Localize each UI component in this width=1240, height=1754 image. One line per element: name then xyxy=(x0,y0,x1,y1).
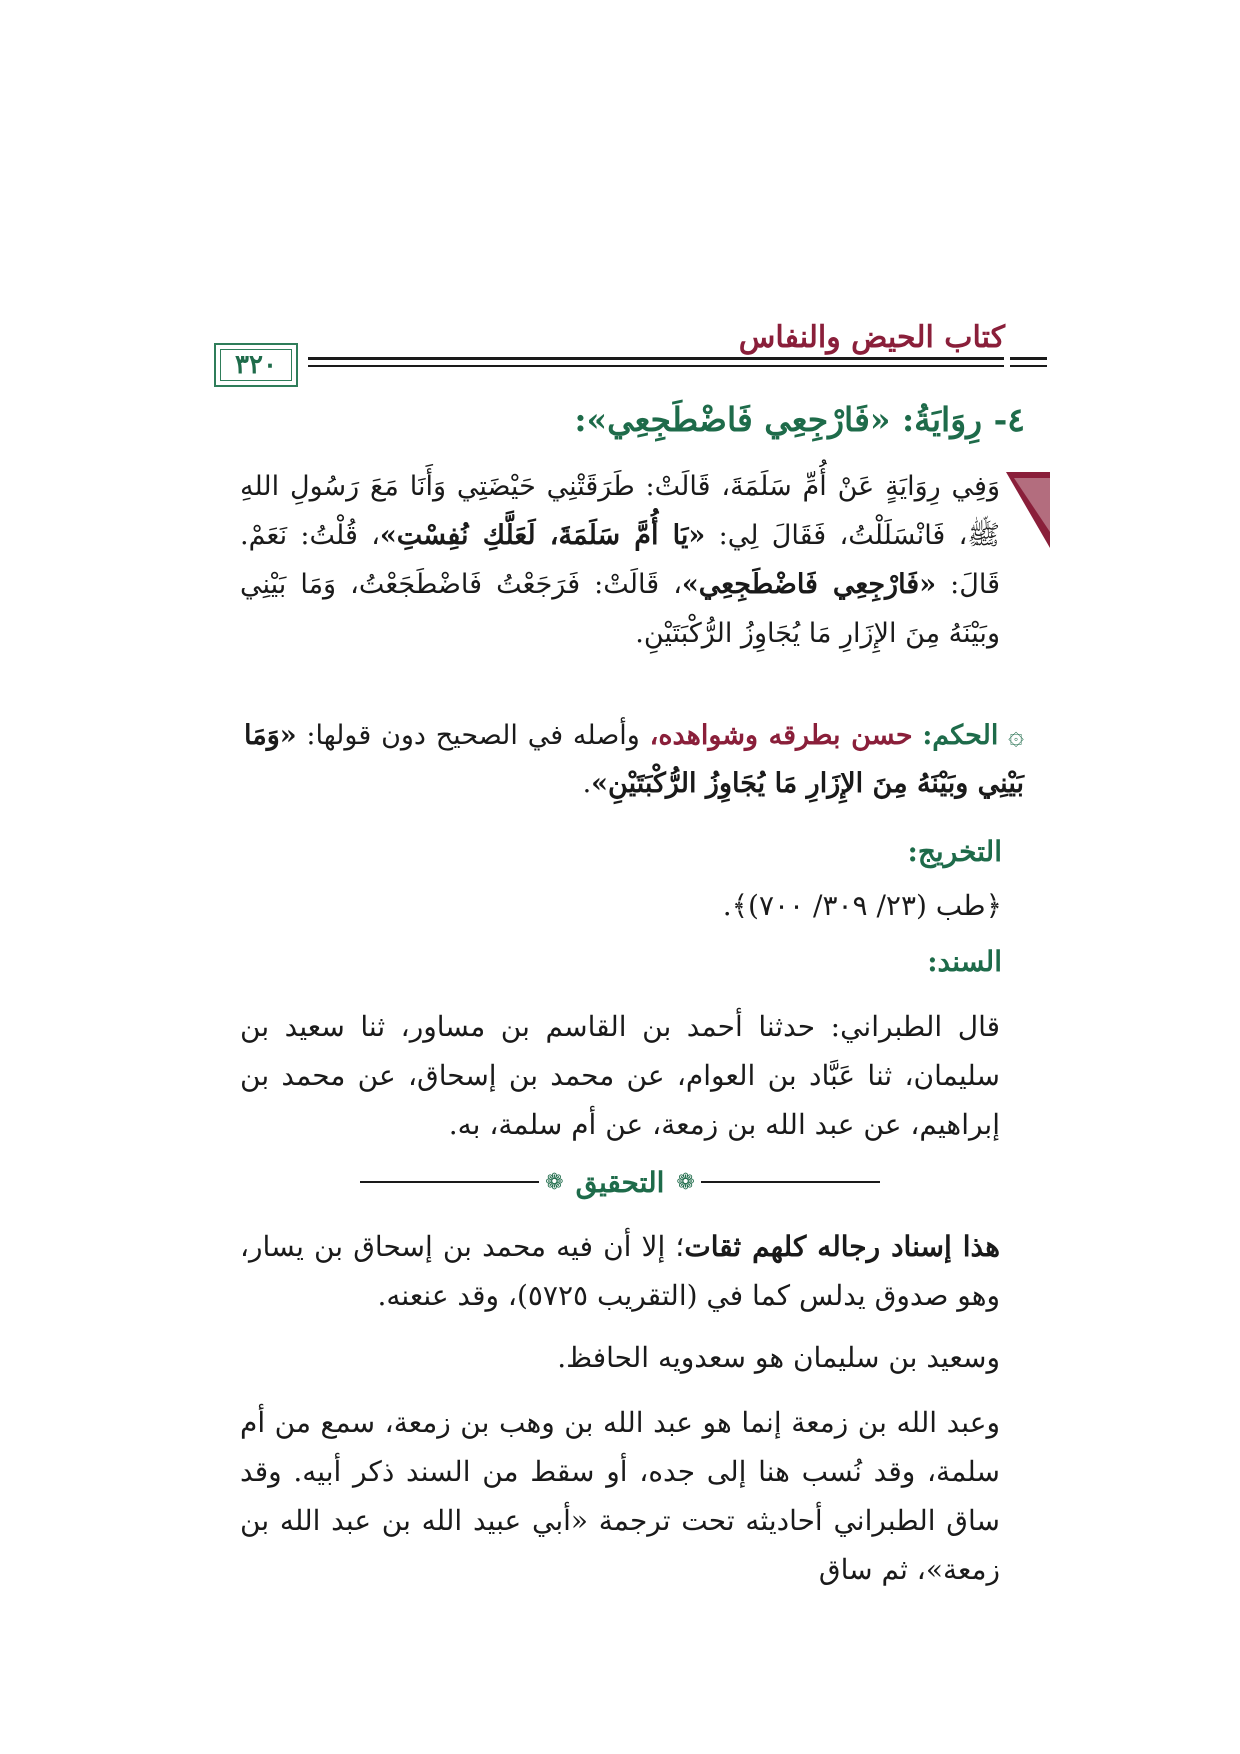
page-number: ٣٢٠ xyxy=(235,350,277,380)
ruling-quote: «وَمَا بَيْنِي وبَيْنَهُ مِنَ الإِزَارِ مَا يُجَاوِزُ الرُّكْبَتَيْنِ» xyxy=(244,720,1024,799)
hadith-quote-1: «يَا أُمَّ سَلَمَةَ، لَعَلَّكِ نُفِسْتِ» xyxy=(379,520,706,551)
ruling-text: وأصله في الصحيح دون قولها: xyxy=(296,720,650,751)
header-rule-top xyxy=(308,357,1004,360)
hadith-part-1: وَفِي رِوَايَةٍ عَنْ أُمِّ سَلَمَةَ، قَالَتْ: طَرَقَتْنِي حَيْضَتِي وَأَنَا مَعَ رَسُولِ اللهِ ﷺ، فَانْسَلَلْتُ، فَقَالَ لِي: xyxy=(240,471,1000,551)
ruling-label: الحكم: xyxy=(922,720,999,751)
tahqiq-paragraph-1 xyxy=(240,1222,1000,1320)
ruling-value: حسن بطرقه وشواهده، xyxy=(649,720,913,751)
header-rule-short-bottom xyxy=(1010,365,1047,367)
ruling-ornament-icon: ۞ xyxy=(1008,720,1024,751)
takhrij-heading: التخريج: xyxy=(907,835,1002,868)
hadith-part-2: ، قُلْتُ: نَعَمْ. قَالَ: xyxy=(240,520,1000,600)
hadith-text xyxy=(240,462,1000,658)
takhrij-reference: ﴿طب (٢٣/ ٣٠٩/ ٧٠٠)﴾. xyxy=(722,889,1002,922)
divider-ornament-icon: ❁ xyxy=(545,1169,564,1195)
running-title: كتاب الحيض والنفاس xyxy=(738,320,1005,355)
page-number-badge xyxy=(214,343,298,387)
divider-line-left xyxy=(360,1181,539,1183)
hadith-quote-2: «فَارْجِعِي فَاضْطَجِعِي» xyxy=(681,569,937,600)
ruling-end: . xyxy=(582,768,592,799)
section-heading: ٤- رِوَايَةُ: «فَارْجِعِي فَاضْطَجِعِي»: xyxy=(574,400,1025,439)
tahqiq-divider xyxy=(360,1162,880,1202)
corner-ornament-icon xyxy=(1006,472,1050,548)
tahqiq-verdict: هذا إسناد رجاله كلهم ثقات xyxy=(684,1230,1000,1263)
divider-ornament-icon: ❁ xyxy=(676,1169,695,1195)
tahqiq-heading: التحقيق xyxy=(575,1165,665,1199)
sanad-text: قال الطبراني: حدثنا أحمد بن القاسم بن مساور، ثنا سعيد بن سليمان، ثنا عَبَّاد بن العوام، عن محمد بن إسحاق، عن محمد بن إبراهيم، عن عبد الله بن زمعة، عن أم سلمة، به. xyxy=(240,1010,1000,1141)
tahqiq-paragraph-1-rest: ؛ إلا أن فيه محمد بن إسحاق بن يسار، وهو صدوق يدلس كما في (التقريب ٥٧٢٥)، وقد عنعنه. xyxy=(240,1230,1000,1312)
header-rule-short-top xyxy=(1010,357,1047,360)
ruling-paragraph xyxy=(244,712,1024,808)
tahqiq-paragraph-3: وعبد الله بن زمعة إنما هو عبد الله بن وهب بن زمعة، سمع من أم سلمة، وقد نُسب هنا إلى جده، أو سقط من السند ذكر أبيه. وقد ساق الطبراني أحاديثه تحت ترجمة «أبي عبيد الله بن عبد الله بن زمعة»، ثم ساق xyxy=(240,1406,1000,1586)
header-rule-bottom xyxy=(308,365,1004,367)
tahqiq-paragraph-2: وسعيد بن سليمان هو سعدويه الحافظ. xyxy=(557,1341,1000,1374)
hadith-part-3: ، قَالَتْ: فَرَجَعْتُ فَاضْطَجَعْتُ، وَمَا بَيْنِي وبَيْنَهُ مِنَ الإِزَارِ مَا يُجَاوِزُ الرُّكْبَتَيْنِ. xyxy=(240,569,1000,649)
sanad-heading: السند: xyxy=(927,945,1002,978)
divider-line-right xyxy=(701,1181,880,1183)
